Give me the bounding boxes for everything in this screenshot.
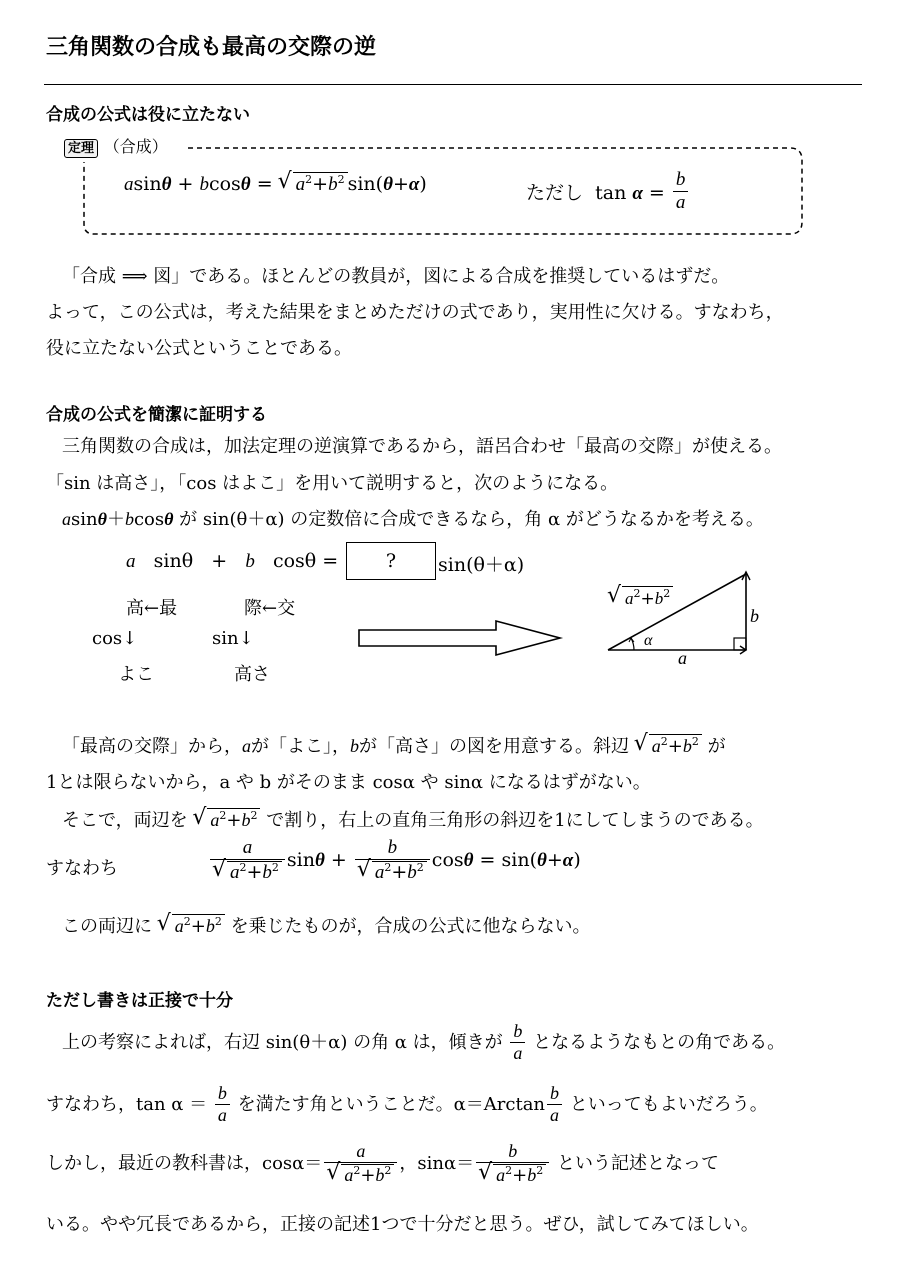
s1-para-line2: よって，この公式は，考えた結果をまとめただけの式であり，実用性に欠ける。すなわち， [46, 302, 784, 323]
s3-line4: いる。やや冗長であるから，正接の記述1つで十分だと思う。ぜひ，試してみてほしい。 [46, 1214, 759, 1235]
decomp-rhs: sin(θ＋α) [438, 554, 525, 576]
triangle-hypotenuse-label: √ $a^2+b^2$ [608, 586, 673, 609]
s2-p2-line1: 「最高の交際」から，aが「よこ」，bが「高さ」の図を用意する。斜辺 √ $a^2+b^2$ が [62, 732, 726, 758]
s2-p2-line2: 1とは限らないから，a や b がそのまま cosα や sinα になるはずがない。 [46, 772, 651, 793]
label-takasa: 高さ [234, 664, 270, 685]
label-sai-kou: 際←交 [244, 598, 296, 619]
s3-line1: 上の考察によれば，右辺 sin(θ＋α) の角 α は，傾きが $\frac{b}{a}$ となるようなもとの角である。 [62, 1021, 786, 1063]
decomp-row: a sinθ + b cosθ = [126, 550, 339, 572]
s2-line1: 三角関数の合成は，加法定理の逆演算であるから，語呂合わせ「最高の交際」が使える。 [62, 436, 782, 457]
section3-heading: ただし書きは正接で十分 [46, 991, 233, 1011]
s2-p3-sunawachi: すなわち [46, 858, 118, 879]
theorem-formula: asinθ + bcosθ = √ $a^2+b^2$ sin(θ+α) [124, 172, 427, 196]
triangle-alpha-label: α [644, 632, 653, 649]
normalized-formula: a √ $a^2+b^2$ sinθ + b √ $a^2+b^2$ cosθ = sin(θ+α) [208, 838, 581, 884]
theorem-badge: 定理 [64, 139, 98, 158]
triangle-a-label: a [678, 648, 687, 668]
label-yoko: よこ [118, 664, 154, 685]
theorem-label: （合成） [103, 137, 168, 156]
s1-para-line1: 「合成 ⟹ 図」である。ほとんどの教員が，図による合成を推奨しているはずだ。 [62, 266, 730, 287]
title-divider [44, 84, 862, 85]
theorem-header [64, 134, 174, 158]
label-kou-sai: 高←最 [126, 598, 178, 619]
s2-p4: この両辺に √ $a^2+b^2$ を乗じたものが，合成の公式に他ならない。 [62, 912, 591, 938]
s2-line2: 「sin は高さ」，「cos はよこ」を用いて説明すると，次のようになる。 [46, 473, 619, 494]
s3-line2: すなわち，tan α ＝ $\frac{b}{a}$ を満たす角ということだ。α＝Arctan $\frac{b}{a}$ といってもよいだろう。 [46, 1083, 768, 1125]
s2-line3: asinθ＋bcosθ が sin(θ＋α) の定数倍に合成できるなら，角 α がどうなるかを考える。 [62, 509, 764, 530]
triangle-b-label: b [750, 606, 759, 626]
big-right-arrow-icon [356, 618, 564, 658]
s1-para-line3: 役に立たない公式ということである。 [46, 338, 352, 359]
right-triangle-diagram [598, 566, 768, 658]
section1-heading: 合成の公式は役に立たない [46, 105, 250, 125]
page-title: 三角関数の合成も最高の交際の逆 [46, 35, 377, 60]
theorem-condition: ただし tan α = $\frac{b}{a}$ [526, 172, 690, 216]
s2-p3-line1: そこで，両辺を √ $a^2+b^2$ で割り，右上の直角三角形の斜辺を1にしてしまうのである。 [62, 806, 764, 832]
unknown-box: ? [346, 542, 436, 580]
s3-line3: しかし，最近の教科書は，cosα＝ a √ $a^2+b^2$ ，sinα＝ b √ $a^2+b^2$ という記述となって [46, 1142, 719, 1186]
section2-heading: 合成の公式を簡潔に証明する [46, 405, 267, 425]
label-sin-down: sin↓ [212, 628, 254, 649]
label-cos-down: cos↓ [92, 628, 138, 649]
